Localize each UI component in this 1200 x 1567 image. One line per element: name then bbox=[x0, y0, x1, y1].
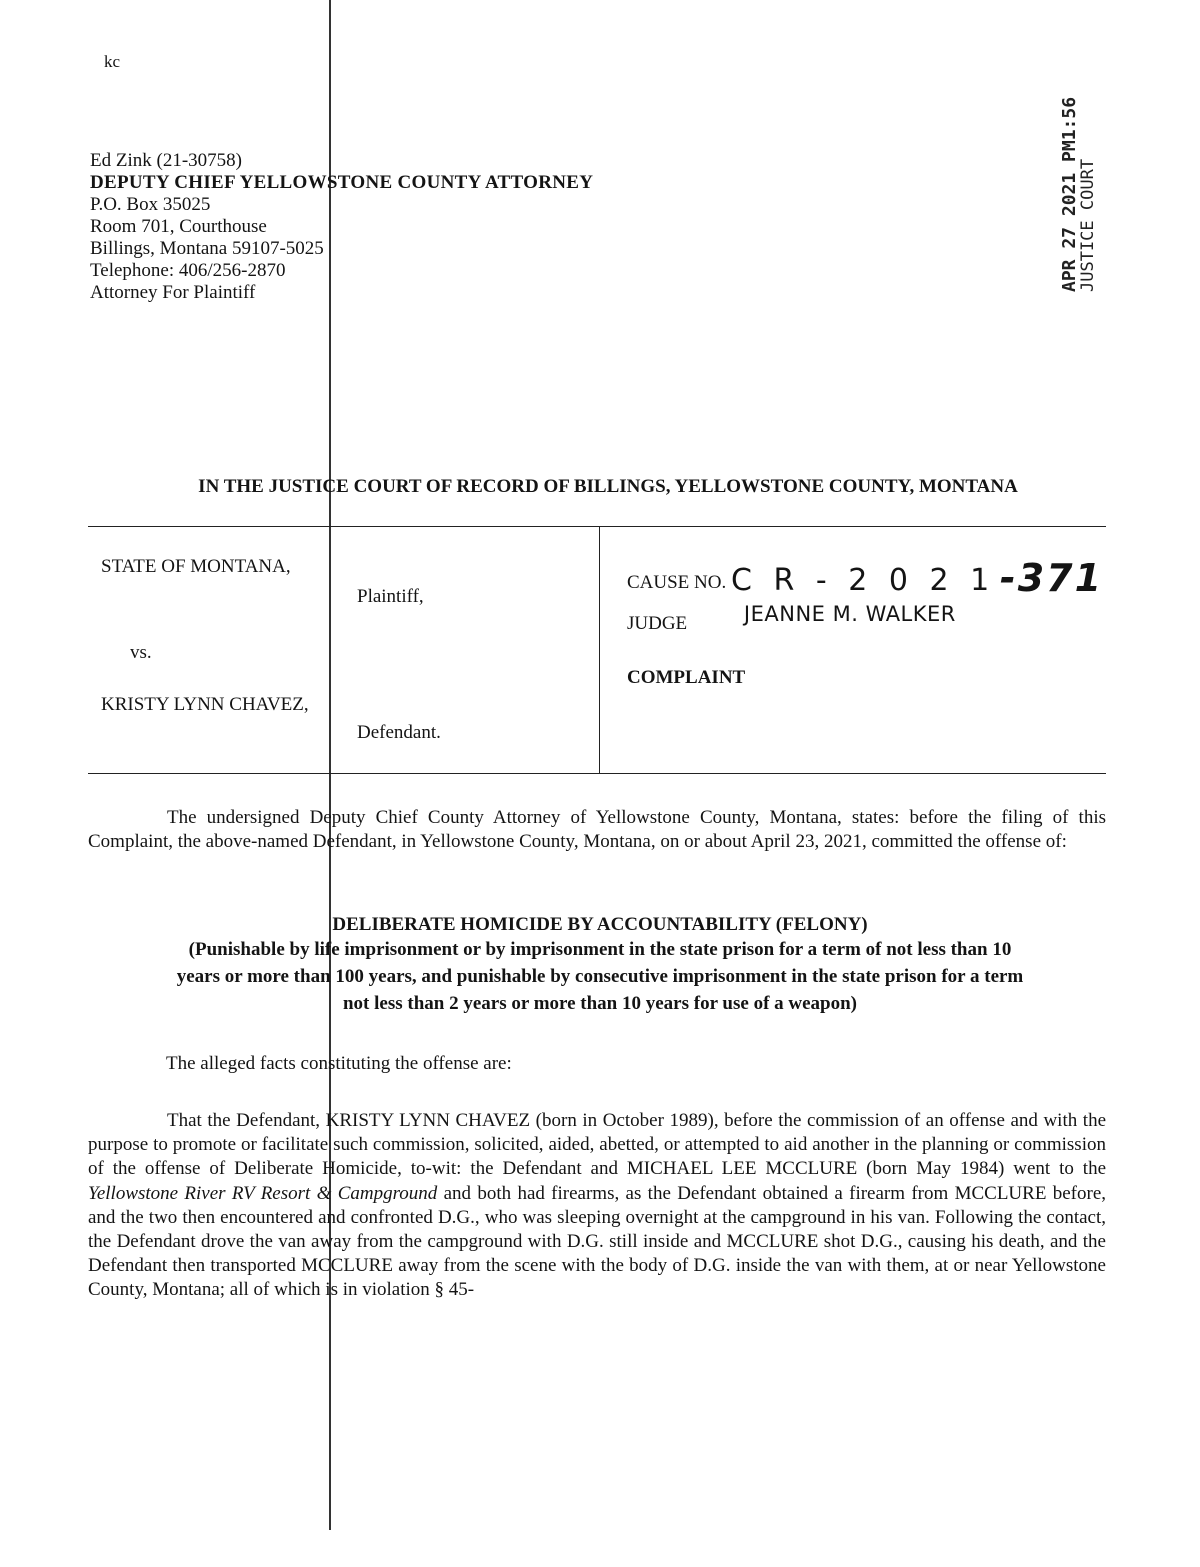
filing-stamp-date: APR 27 2021 PM1:56 bbox=[1059, 96, 1080, 292]
caption-defendant-label: Defendant. bbox=[357, 722, 441, 743]
caption-defendant: KRISTY LYNN CHAVEZ, bbox=[101, 694, 309, 715]
clerk-initials: kc bbox=[104, 52, 121, 71]
facts-part-2: and both had firearms, as the Defendant obtained a firearm from MCCLURE before, and the two then encountered and confronted D.G., who was sleeping overnight at the campground in his van. Following the contact, the Defendant drove the van away from the campground with D.G. still inside and MCCLURE shot D.G., causing his death, and the Defendant then transported MCCLURE away from the scene with the body of D.G. inside the van with them, at or near Yellowstone County, Montana; all of which is in violation § 45- bbox=[88, 1182, 1107, 1301]
filing-stamp-court: JUSTICE COURT bbox=[1078, 158, 1098, 292]
facts-part-1: That the Defendant, KRISTY LYNN CHAVEZ (born in October 1989), before the commission of an offense and with the purpose to promote or facilitate such commission, solicited, aided, abetted, or attempted to aid another in the planning or commission of the offense of Deliberate Homicide, to-wit: the Defendant and MICHAEL LEE MCCLURE (born May 1984) went to the bbox=[88, 1110, 1106, 1180]
judge-name: JEANNE M. WALKER bbox=[743, 602, 956, 626]
judge-label: JUDGE bbox=[627, 613, 688, 634]
caption-versus: vs. bbox=[130, 642, 152, 663]
judge-line bbox=[627, 602, 956, 635]
cause-prefix: C R - 2 0 2 1 bbox=[730, 563, 996, 598]
caption-plaintiff: STATE OF MONTANA, bbox=[101, 556, 291, 577]
facts-paragraph bbox=[88, 1109, 1106, 1303]
attorney-telephone: Telephone: 406/256-2870 bbox=[90, 260, 286, 281]
attorney-title: DEPUTY CHIEF YELLOWSTONE COUNTY ATTORNEY bbox=[90, 172, 594, 193]
court-title: IN THE JUSTICE COURT OF RECORD OF BILLINGS, YELLOWSTONE COUNTY, MONTANA bbox=[198, 476, 1018, 497]
offense-block bbox=[0, 914, 1200, 1017]
filing-stamp bbox=[1059, 0, 1098, 292]
attorney-room: Room 701, Courthouse bbox=[90, 216, 267, 237]
document-type: COMPLAINT bbox=[627, 667, 746, 688]
facts-campground: Yellowstone River RV Resort & Campground bbox=[88, 1182, 438, 1204]
offense-penalty-1: (Punishable by life imprisonment or by imprisonment in the state prison for a term of not less than 10 bbox=[188, 939, 1012, 960]
cause-handwritten-number: -371 bbox=[999, 556, 1104, 600]
caption-divider bbox=[599, 527, 600, 773]
offense-title: DELIBERATE HOMICIDE BY ACCOUNTABILITY (FELONY) bbox=[332, 914, 868, 935]
intro-paragraph: The undersigned Deputy Chief County Attorney of Yellowstone County, Montana, states: before the filing of this Complaint, the above-named Defendant, in Yellowstone County, Montana, on or about April 23, 2021, committed the offense of: bbox=[88, 807, 1106, 852]
attorney-role: Attorney For Plaintiff bbox=[90, 282, 256, 303]
facts-intro: The alleged facts constituting the offense are: bbox=[166, 1053, 512, 1074]
caption-top-rule bbox=[88, 526, 1106, 527]
cause-number bbox=[627, 556, 1103, 600]
attorney-po-box: P.O. Box 35025 bbox=[90, 194, 211, 215]
offense-penalty-3: not less than 2 years or more than 10 years for use of a weapon) bbox=[342, 993, 858, 1014]
cause-label: CAUSE NO. bbox=[627, 572, 727, 593]
offense-penalty-2: years or more than 100 years, and punishable by consecutive imprisonment in the state prison for a term bbox=[176, 966, 1024, 987]
attorney-city: Billings, Montana 59107-5025 bbox=[90, 238, 324, 259]
caption-bottom-rule bbox=[88, 773, 1106, 774]
attorney-name: Ed Zink (21-30758) bbox=[90, 150, 242, 171]
caption-plaintiff-label: Plaintiff, bbox=[357, 586, 424, 607]
attorney-block bbox=[90, 150, 593, 304]
